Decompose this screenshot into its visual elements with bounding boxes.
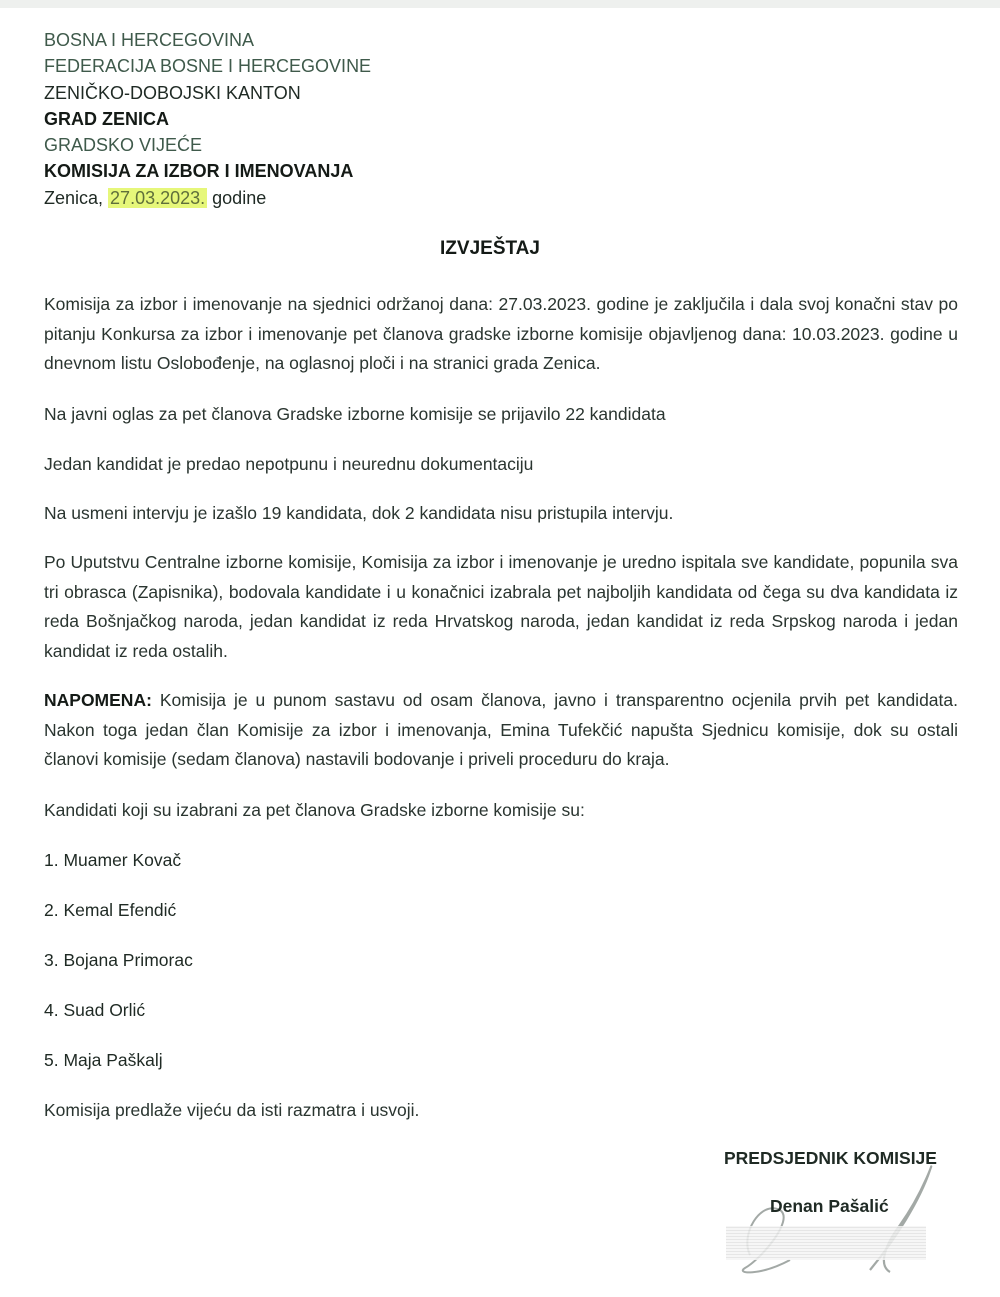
paragraph-note	[44, 686, 958, 775]
header-canton: ZENIČKO-DOBOJSKI KANTON	[44, 82, 301, 103]
paragraph-selected: Kandidati koji su izabrani za pet članova Gradske izborne komisije su:	[44, 800, 585, 820]
note-label: NAPOMENA:	[44, 690, 152, 710]
paragraph-closing: Komisija predlaže vijeću da isti razmatra i usvoji.	[44, 1100, 420, 1120]
header-date: 27.03.2023.	[110, 187, 206, 208]
list-item: 5. Maja Paškalj	[44, 1050, 163, 1070]
list-item: 2. Kemal Efendić	[44, 900, 177, 920]
paragraph-procedure: Po Uputstvu Centralne izborne komisije, Komisija za izbor i imenovanje je uredno ispitala sve kandidate, popunila sva tri obrasca (Zapisnika), bodovala kandidate i u konačnici izabrala pet najboljih kandidata od čega su dva kandidata iz reda Bošnjačkog naroda, jedan kandidat iz reda Hrvatskog naroda, jedan kandidat iz reda Srpskog naroda i jedan kandidat iz reda ostalih.	[44, 552, 958, 661]
signature-role: PREDSJEDNIK KOMISIJE	[724, 1148, 937, 1168]
letterhead	[44, 27, 371, 211]
header-date-line	[44, 185, 371, 211]
stamp-mark	[726, 1226, 926, 1260]
header-place: Zenica,	[44, 187, 104, 208]
signature-name: Denan Pašalić	[770, 1196, 889, 1216]
list-item: 4. Suad Orlić	[44, 1000, 146, 1020]
header-commission: KOMISIJA ZA IZBOR I IMENOVANJA	[44, 161, 354, 182]
paragraph-intro: Komisija za izbor i imenovanje na sjednici održanoj dana: 27.03.2023. godine je zaključila i dala svoj konačni stav po pitanju Konkursa za izbor i imenovanje pet članova gradske izborne komisije objavljenog dana: 10.03.2023. godine u dnevnom listu Oslobođenje, na oglasnoj ploči i na stranici grada Zenica.	[44, 294, 958, 373]
scan-edge	[0, 0, 1000, 8]
header-council: GRADSKO VIJEĆE	[44, 135, 203, 156]
paragraph-applicants: Na javni oglas za pet članova Gradske izborne komisije se prijavilo 22 kandidata	[44, 404, 666, 424]
header-country: BOSNA I HERCEGOVINA	[44, 30, 255, 50]
paragraph-incomplete: Jedan kandidat je predao nepotpunu i neurednu dokumentaciju	[44, 454, 534, 474]
paragraph-interview: Na usmeni intervju je izašlo 19 kandidata, dok 2 kandidata nisu pristupila intervju.	[44, 503, 674, 523]
header-godine: godine	[212, 187, 267, 208]
header-federation: FEDERACIJA BOSNE I HERCEGOVINE	[44, 56, 372, 77]
document-title: IZVJEŠTAJ	[440, 238, 540, 259]
list-item: 3. Bojana Primorac	[44, 950, 193, 970]
list-item: 1. Muamer Kovač	[44, 850, 182, 870]
header-city: GRAD ZENICA	[44, 108, 169, 129]
note-text: Komisija je u punom sastavu od osam članova, javno i transparentno ocjenila prvih pet kandidata. Nakon toga jedan član Komisije za izbor i imenovanja, Emina Tufekčić napušta Sjednicu komisije, dok su ostali članovi komisije (sedam članova) nastavili bodovanje i priveli proceduru do kraja.	[44, 690, 958, 769]
